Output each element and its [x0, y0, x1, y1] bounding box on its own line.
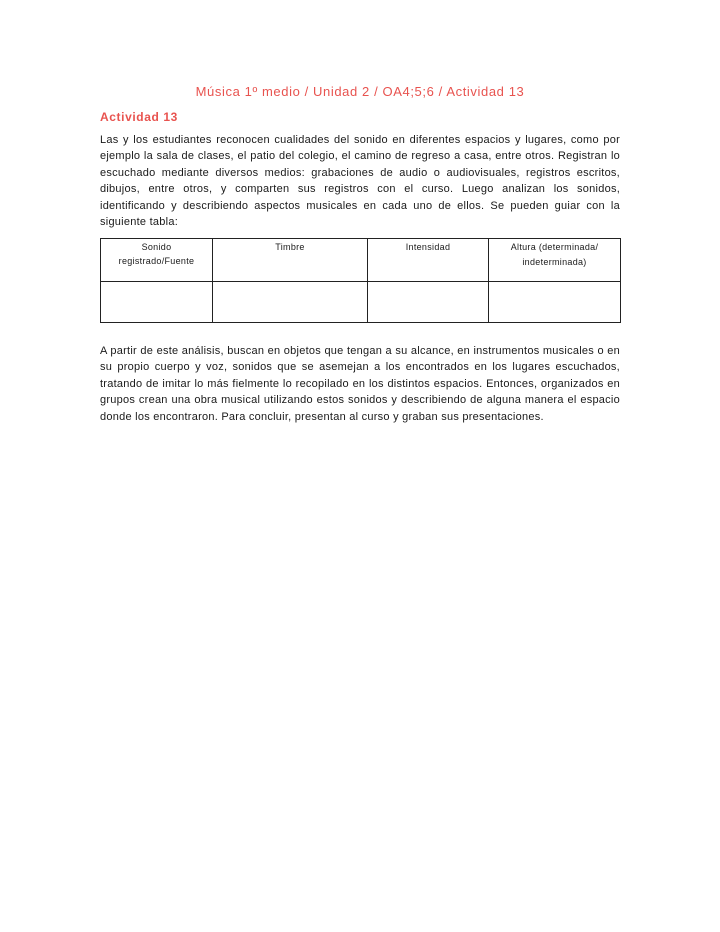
table-empty-cell: [101, 282, 213, 323]
header-pitch: Altura (determinada/ indeterminada): [510, 242, 599, 267]
table-header-cell: [213, 239, 368, 282]
table-header-cell: [368, 239, 489, 282]
table-row: [101, 282, 621, 323]
sound-analysis-table: [100, 238, 621, 323]
header-intensity: Intensidad: [405, 242, 451, 252]
activity-heading: Actividad 13: [100, 110, 178, 124]
table-header-cell: [489, 239, 621, 282]
header-timbre: Timbre: [275, 242, 305, 252]
table-header-cell: [101, 239, 213, 282]
table-empty-cell: [368, 282, 489, 323]
table-empty-cell: [213, 282, 368, 323]
table-header-row: [101, 239, 621, 282]
activity-followup-paragraph: A partir de este análisis, buscan en objetos que tengan a su alcance, en instrumentos musicales o en su propio cuerpo y voz, sonidos que se asemejan a los encontrados en los lugares escuchados, tratando de imitar lo más fielmente lo recopilado en los distintos espacios. Entonces, organizados en grupos crean una obra musical utilizando estos sonidos y describiendo de alguna manera el espacio donde los encontraron. Para concluir, presentan al curso y graban sus presentaciones.: [100, 345, 620, 423]
document-header-title: Música 1º medio / Unidad 2 / OA4;5;6 / Actividad 13: [195, 84, 525, 99]
header-sound-source: Sonido registrado/Fuente: [118, 242, 195, 266]
activity-description-paragraph: Las y los estudiantes reconocen cualidades del sonido en diferentes espacios y lugares, como por ejemplo la sala de clases, el patio del colegio, el camino de regreso a casa, entre otros. Registran lo escuchado mediante diversos medios: grabaciones de audio o audiovisuales, registros escritos, dibujos, entre otros, y comparten sus registros con el curso. Luego analizan los sonidos, identificando y describiendo aspectos musicales en cada uno de ellos. Se pueden guiar con la siguiente tabla:: [100, 134, 620, 229]
table-empty-cell: [489, 282, 621, 323]
